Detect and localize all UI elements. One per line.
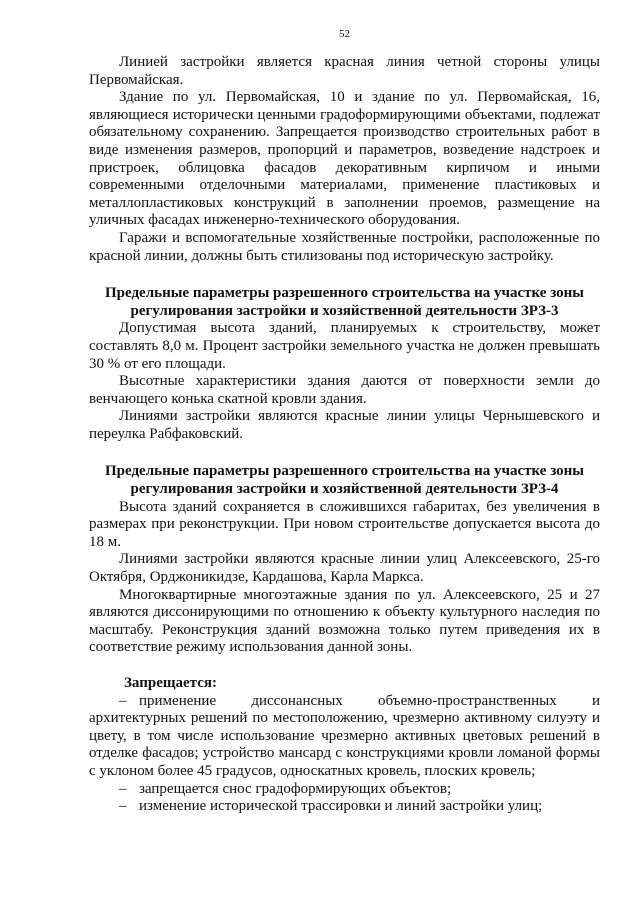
spacer [89,657,600,675]
paragraph-zrz4-lines: Линиями застройки являются красные линии улиц Алексеевского, 25-го Октября, Орджоникидзе, Кардашова, Карла Маркса. [89,551,600,586]
paragraph-zrz4-dissonant: Многоквартирные многоэтажные здания по ул. Алексеевского, 25 и 27 являются диссонирующими по отношению к объекту культурного наследия по масштабу. Реконструкция зданий возможна только путем приведения их в соответствие режиму использования данной зоны. [89,586,600,656]
paragraph-zrz3-height: Допустимая высота зданий, планируемых к строительству, может составлять 8,0 м. Процент застройки земельного участка не должен превышать 30 % от его площади. [89,320,600,372]
dash-bullet: – [119,692,127,709]
list-item-continuation: архитектурных решений по местоположению, чрезмерно активному силуэту и цвету, в том числе использование чрезмерно активных цветовых решений в отделке фасадов; устройство мансард с конструкциями кровли ломаной формы с уклоном более 45 градусов, односкатных кровель, плоских кровель; [89,710,600,779]
dash-bullet: – [119,798,127,815]
paragraph-garages: Гаражи и вспомогательные хозяйственные постройки, расположенные по красной линии, должны быть стилизованы под историческую застройку. [89,229,600,264]
section-heading-zrz3: Предельные параметры разрешенного строительства на участке зоны регулирования застройки и хозяйственной деятельности ЗРЗ-3 [105,285,584,319]
paragraph-historic-buildings: Здание по ул. Первомайская, 10 и здание по ул. Первомайская, 16, являющиеся исторически ценными градоформирующими объектами, подлежат обязательному сохранению. Запрещается производство строительных работ в виде изменения размеров, пропорций и параметров, возведение надстроек и пристроек, облицовка фасадов декоративным кирпичом и иными современными отделочными материалами, применение пластиковых и металлопластиковых конструкций в заполнении проемов, размещение на уличных фасадах инженерно-технического оборудования. [89,89,600,229]
prohibited-title: Запрещается: [124,675,218,691]
spacer [89,265,600,285]
list-item-text: запрещается снос градоформирующих объектов; [139,780,452,797]
paragraph-zrz3-lines: Линиями застройки являются красные линии улицы Чернышевского и переулка Рабфаковский. [89,408,600,442]
list-item [89,781,600,799]
list-item-text: изменение исторической трассировки и линий застройки улиц; [139,798,543,815]
page-number: 52 [339,28,350,40]
list-item [89,693,600,711]
paragraph-building-line: Линией застройки является красная линия четной стороны улицы Первомайская. [89,54,600,88]
paragraph-zrz4-height: Высота зданий сохраняется в сложившихся габаритах, без увеличения в размерах при реконструкции. При новом строительстве допускается высота до 18 м. [89,498,600,550]
list-item-text: применение диссонансных объемно-пространственных и [139,692,600,709]
section-heading-zrz4: Предельные параметры разрешенного строительства на участке зоны регулирования застройки и хозяйственной деятельности ЗРЗ-4 [105,463,584,498]
spacer [89,443,600,463]
paragraph-zrz3-characteristics: Высотные характеристики здания даются от поверхности земли до венчающего конька скатной кровли здания. [89,373,600,407]
dash-bullet: – [119,780,127,797]
list-item [89,798,600,816]
